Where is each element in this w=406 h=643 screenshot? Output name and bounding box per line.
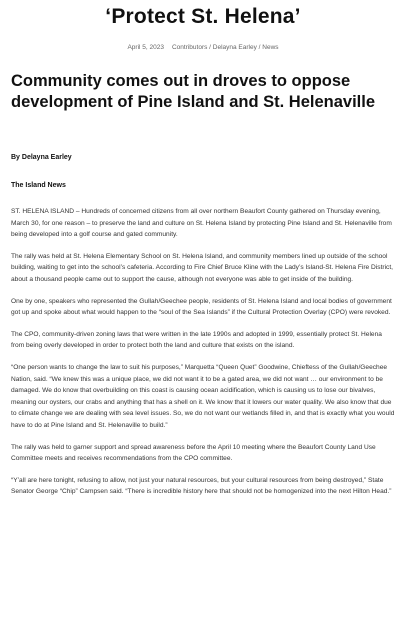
category-path[interactable]: Contributors / Delayna Earley / News xyxy=(171,44,279,51)
article-byline: By Delayna Earley xyxy=(11,154,72,161)
body-paragraph: ST. HELENA ISLAND – Hundreds of concerned citizens from all over northern Beaufort County gathered on Thursday evening, March 30, for one reason – to preserve the land and culture on St. Helena Island by protecting Pine Island and St. Helenaville from being developed into a golf course and gated community. xyxy=(11,208,392,239)
body-paragraph: The rally was held to garner support and spread awareness before the April 10 meeting where the Beaufort County Land Use Committee meets and receives recommendations from the CPO committee. xyxy=(11,443,376,463)
body-paragraph: “Y’all are here tonight, refusing to allow, not just your natural resources, but your cultural resources from being destroyed,” State Senator George “Chip” Campsen said. “There is incredible history here that should not be homogenized into the next Hilton Head.” xyxy=(11,476,392,496)
site-title: ‘Protect St. Helena’ xyxy=(105,5,301,28)
article-body xyxy=(11,206,396,508)
body-paragraph: One by one, speakers who represented the Gullah/Geechee people, residents of St. Helena Island and local bodies of government got up and spoke about what would happen to the “soul of the Sea Islands” if the Cultural Protection Overlay (CPO) were revoked. xyxy=(11,297,392,317)
body-paragraph: The CPO, community-driven zoning laws that were written in the late 1990s and adopted in 1999, essentially protect St. Helena from being overly developed in order to protect both the land and culture that exists on the island. xyxy=(11,330,382,350)
article-headline: Community comes out in droves to oppose development of Pine Island and St. Helenaville xyxy=(11,72,376,111)
publish-date: April 5, 2023 xyxy=(127,44,164,51)
body-paragraph: “One person wants to change the law to suit his purposes,” Marquetta “Queen Quet” Goodwine, Chieftess of the Gullah/Geechee Nation, said. “We knew this was a unique place, we did not want it to be a gated area, we did not want … our environment to be damaged. We do know that overbuilding on this coast is causing ocean acidification, which is causing us to lose our bivalves, meaning our oysters, our crabs and anything that has a shell on it. We know that it lowers our water quality. We also know that due to climate change we are dealing with sea level issues. So, we do not want our wetlands filled in, and that is exactly what you would have to do at Pine Island and St. Helenaville to build.” xyxy=(11,363,395,429)
body-paragraph: The rally was held at St. Helena Elementary School on St. Helena Island, and community members lined up outside of the school building, waiting to get into the school’s cafeteria. According to Fire Chief Bruce Kline with the Lady’s Island-St. Helena Fire District, about a thousand people came out to support the cause, although not everyone was able to get inside of the building. xyxy=(11,252,394,283)
article-source: The Island News xyxy=(11,182,66,189)
article-meta xyxy=(0,43,406,52)
